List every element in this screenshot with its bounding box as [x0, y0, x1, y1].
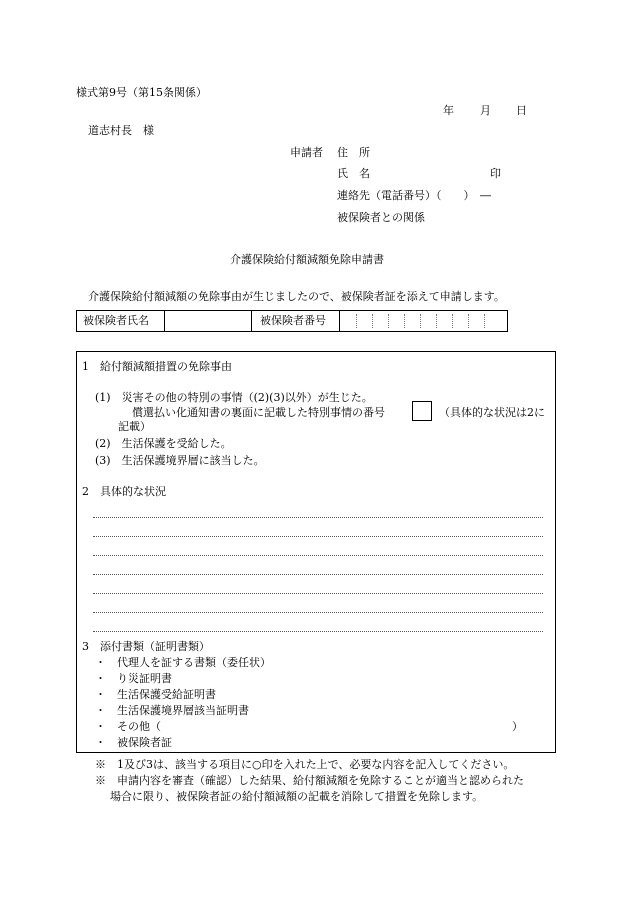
writing-line[interactable] [93, 536, 543, 537]
section2-heading: 2 具体的な状況 [82, 485, 166, 498]
reason-item-3[interactable]: (3) 生活保護境界層に該当した。 [95, 454, 265, 467]
insured-info-table [76, 310, 508, 332]
attachment-item[interactable]: ・ 生活保護境界層該当証明書 [95, 704, 249, 717]
document-title: 介護保険給付額減額免除申請書 [230, 253, 384, 266]
writing-line[interactable] [93, 555, 543, 556]
insured-number-field[interactable] [340, 311, 508, 331]
attachment-item[interactable]: ・ 生活保護受給証明書 [95, 688, 216, 701]
writing-line[interactable] [93, 517, 543, 518]
digit-divider [436, 314, 437, 328]
reason-item-2[interactable]: (2) 生活保護を受給した。 [95, 437, 232, 450]
date-day: 日 [516, 104, 527, 117]
digit-divider [388, 314, 389, 328]
digit-divider [404, 314, 405, 328]
details-note-cont: 記載） [118, 420, 151, 433]
attachment-item[interactable]: ・ その他（ [95, 720, 161, 733]
digit-divider [356, 314, 357, 328]
section1-heading: 1 給付額減額措置の免除事由 [82, 360, 232, 373]
insured-name-label: 被保険者氏名 [83, 314, 149, 327]
digit-divider [420, 314, 421, 328]
note-2: ※ 申請内容を審査（確認）した結果、給付額減額を免除することが適当と認められた [95, 774, 524, 787]
reason-item-1[interactable]: (1) 災害その他の特別の事情（(2)(3)以外）が生じた。 [95, 391, 373, 404]
insured-number-label: 被保険者番号 [260, 314, 326, 327]
addressee: 道志村長 様 [88, 124, 154, 137]
contact-label: 連絡先（電話番号）（ ） ― [337, 189, 491, 202]
date-year: 年 [443, 104, 454, 117]
form-number: 様式第9号（第15条関係） [76, 86, 207, 99]
writing-line[interactable] [93, 593, 543, 594]
applicant-label: 申請者 [290, 146, 323, 159]
address-label: 住 所 [337, 146, 370, 159]
writing-line[interactable] [93, 612, 543, 613]
special-circumstance-number-box[interactable] [412, 401, 432, 421]
note-1: ※ 1及び3は、該当する項目に○印を入れた上で、必要な内容を記入してください。 [95, 758, 515, 771]
writing-line[interactable] [93, 574, 543, 575]
date-month: 月 [480, 104, 491, 117]
digit-divider [468, 314, 469, 328]
intro-text: 介護保険給付額減額の免除事由が生じましたので、被保険者証を添えて申請します。 [88, 290, 505, 303]
name-label: 氏 名 [337, 167, 370, 180]
section3-heading: 3 添付書類（証明書類） [82, 640, 210, 653]
digit-divider [484, 314, 485, 328]
other-close-paren: ） [512, 720, 523, 733]
attachment-item[interactable]: ・ り災証明書 [95, 672, 172, 685]
attachment-item[interactable]: ・ 代理人を証する書類（委任状） [95, 656, 271, 669]
attachment-item[interactable]: ・ 被保険者証 [95, 736, 172, 749]
digit-divider [452, 314, 453, 328]
insured-name-field[interactable] [165, 311, 251, 331]
special-circumstance-text: 償還払い化通知書の裏面に記載した特別事情の番号 [132, 406, 385, 419]
writing-line[interactable] [93, 631, 543, 632]
digit-divider [372, 314, 373, 328]
table-divider [251, 311, 252, 331]
note-2-cont: 場合に限り、被保険者証の給付額減額の記載を消除して措置を免除します。 [110, 790, 484, 803]
seal-mark: 印 [490, 167, 501, 180]
relation-label: 被保険者との関係 [337, 211, 425, 224]
details-note: （具体的な状況は2に [439, 406, 545, 419]
